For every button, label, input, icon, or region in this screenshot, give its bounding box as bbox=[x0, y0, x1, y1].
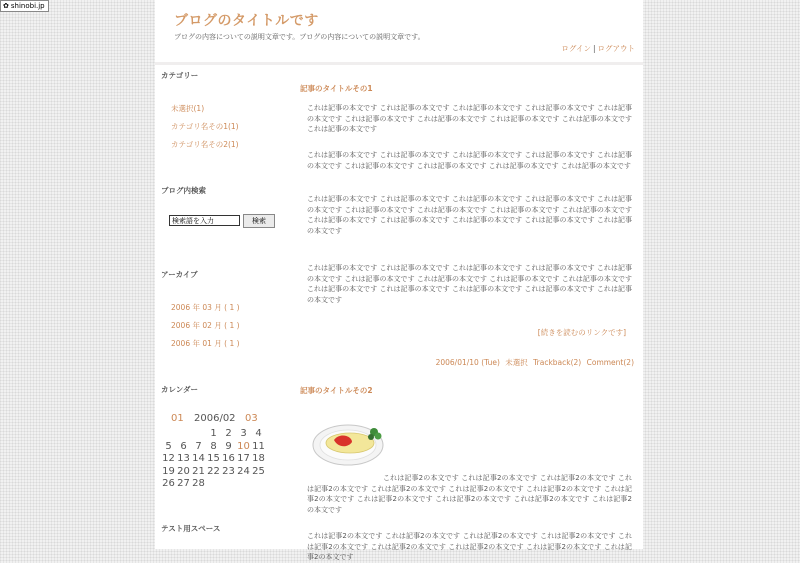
post-2-paragraph: これは記事2の本文です これは記事2の本文です これは記事2の本文です これは記事2の本文です これは記事2の本文です これは記事2の本文です これは記事2の本文です これは記事2の本文です これは記事2の本文です これは記事2の本文です これは記事2の本文です これは記事2の本文です bbox=[307, 474, 632, 514]
post-1-paragraph: これは記事の本文です これは記事の本文です これは記事の本文です これは記事の本文です これは記事の本文です これは記事の本文です これは記事の本文です これは記事の本文です これは記事の本文です これは記事の本文です これは記事の本文です これは記事の本文です これは記事の本文です これは記事の本文です bbox=[307, 195, 632, 235]
test-space-heading: テスト用スペース bbox=[161, 524, 221, 533]
post-1-title[interactable]: 記事のタイトルその1 bbox=[300, 84, 373, 93]
post-1-comment-link[interactable]: Comment(2) bbox=[586, 358, 634, 367]
calendar-day: 20 bbox=[177, 465, 190, 477]
calendar-day: 28 bbox=[192, 478, 205, 489]
post-1-date-link[interactable]: 2006/01/10 (Tue) bbox=[435, 358, 500, 367]
search-input[interactable] bbox=[169, 215, 240, 226]
calendar-day: 9 bbox=[225, 440, 232, 452]
calendar-day: 18 bbox=[252, 453, 265, 464]
calendar-day: 24 bbox=[237, 465, 250, 477]
post-1-meta bbox=[433, 357, 634, 368]
post-1-paragraph: これは記事の本文です これは記事の本文です これは記事の本文です これは記事の本文です これは記事の本文です これは記事の本文です これは記事の本文です これは記事の本文です これは記事の本文です これは記事の本文です bbox=[307, 104, 632, 134]
omelette-plate-image bbox=[312, 410, 384, 470]
category-link-2[interactable]: カテゴリ名その2(1) bbox=[171, 140, 239, 149]
calendar-heading: カレンダー bbox=[161, 385, 199, 394]
calendar-day: 7 bbox=[195, 440, 202, 452]
archive-link-2006-02[interactable]: 2006 年 02 月 ( 1 ) bbox=[171, 321, 240, 330]
calendar-day: 2 bbox=[225, 428, 232, 439]
post-1-category-link[interactable]: 未選択 bbox=[505, 358, 528, 367]
calendar-day: 8 bbox=[210, 440, 217, 452]
post-1-trackback-link[interactable]: Trackback(2) bbox=[533, 358, 582, 367]
calendar-day: 4 bbox=[255, 428, 262, 439]
archive-heading: アーカイブ bbox=[161, 270, 198, 279]
badge-label: shinobi.jp bbox=[10, 2, 45, 10]
category-link-unselected[interactable]: 未選択(1) bbox=[171, 104, 205, 113]
blog-description: ブログの内容についての説明文章です。ブログの内容についての説明文章です。 bbox=[174, 33, 425, 41]
blog-header bbox=[155, 0, 643, 65]
calendar-day: 12 bbox=[162, 453, 175, 464]
calendar-prev-month-link[interactable]: 01 bbox=[171, 413, 184, 424]
calendar-day: 3 bbox=[240, 428, 247, 439]
auth-links bbox=[561, 43, 635, 54]
logout-link[interactable]: ログアウト bbox=[597, 44, 635, 53]
post-2-paragraph: これは記事2の本文です これは記事2の本文です これは記事2の本文です これは記事2の本文です これは記事2の本文です これは記事2の本文です これは記事2の本文です これは記事2の本文です これは記事2の本文です bbox=[307, 532, 632, 562]
calendar-day: 14 bbox=[192, 453, 205, 464]
calendar-day: 26 bbox=[162, 478, 175, 489]
calendar-day: 15 bbox=[207, 453, 220, 464]
archive-link-2006-03[interactable]: 2006 年 03 月 ( 1 ) bbox=[171, 303, 240, 312]
archive-link-2006-01[interactable]: 2006 年 01 月 ( 1 ) bbox=[171, 339, 240, 348]
calendar-day: 1 bbox=[210, 428, 217, 439]
auth-separator: | bbox=[592, 44, 596, 53]
calendar-day bbox=[191, 428, 206, 441]
shinobi-badge[interactable] bbox=[0, 0, 49, 12]
calendar-day: 25 bbox=[252, 465, 265, 477]
calendar-day: 13 bbox=[177, 453, 190, 464]
calendar-day: 16 bbox=[222, 453, 235, 464]
calendar-current-month: 2006/02 bbox=[194, 413, 236, 424]
read-more-link[interactable]: [続きを読むのリンクです] bbox=[537, 328, 626, 337]
post-2-title[interactable]: 記事のタイトルその2 bbox=[300, 386, 373, 395]
calendar-day: 5 bbox=[165, 440, 172, 452]
calendar-day: 22 bbox=[207, 465, 220, 477]
calendar-day: 10 bbox=[237, 440, 250, 452]
calendar-day: 11 bbox=[252, 440, 265, 452]
search-heading: ブログ内検索 bbox=[161, 186, 206, 195]
calendar-day: 6 bbox=[180, 440, 187, 452]
post-1-paragraph: これは記事の本文です これは記事の本文です これは記事の本文です これは記事の本文です これは記事の本文です これは記事の本文です これは記事の本文です これは記事の本文です これは記事の本文です これは記事の本文です これは記事の本文です これは記事の本文です これは記事の本文です これは記事の本文です bbox=[307, 264, 632, 304]
calendar-day: 27 bbox=[177, 478, 190, 489]
calendar-grid bbox=[161, 428, 266, 491]
ninja-logo-icon: ✿ bbox=[3, 2, 9, 10]
calendar-day: 19 bbox=[162, 465, 175, 477]
blog-page bbox=[155, 0, 643, 562]
search-button[interactable]: 検索 bbox=[243, 214, 275, 228]
calendar-day: 23 bbox=[222, 465, 235, 477]
login-link[interactable]: ログイン bbox=[561, 44, 591, 53]
post-1-paragraph: これは記事の本文です これは記事の本文です これは記事の本文です これは記事の本文です これは記事の本文です これは記事の本文です これは記事の本文です これは記事の本文です これは記事の本文です bbox=[307, 151, 632, 170]
calendar-day bbox=[161, 428, 176, 441]
blog-title[interactable]: ブログのタイトルです bbox=[174, 13, 319, 29]
categories-heading: カテゴリー bbox=[161, 71, 199, 80]
calendar-next-month-link[interactable]: 03 bbox=[245, 413, 258, 424]
calendar-day bbox=[176, 428, 191, 441]
calendar-day: 21 bbox=[192, 465, 205, 477]
calendar-day: 17 bbox=[237, 453, 250, 464]
category-link-1[interactable]: カテゴリ名その1(1) bbox=[171, 122, 239, 131]
